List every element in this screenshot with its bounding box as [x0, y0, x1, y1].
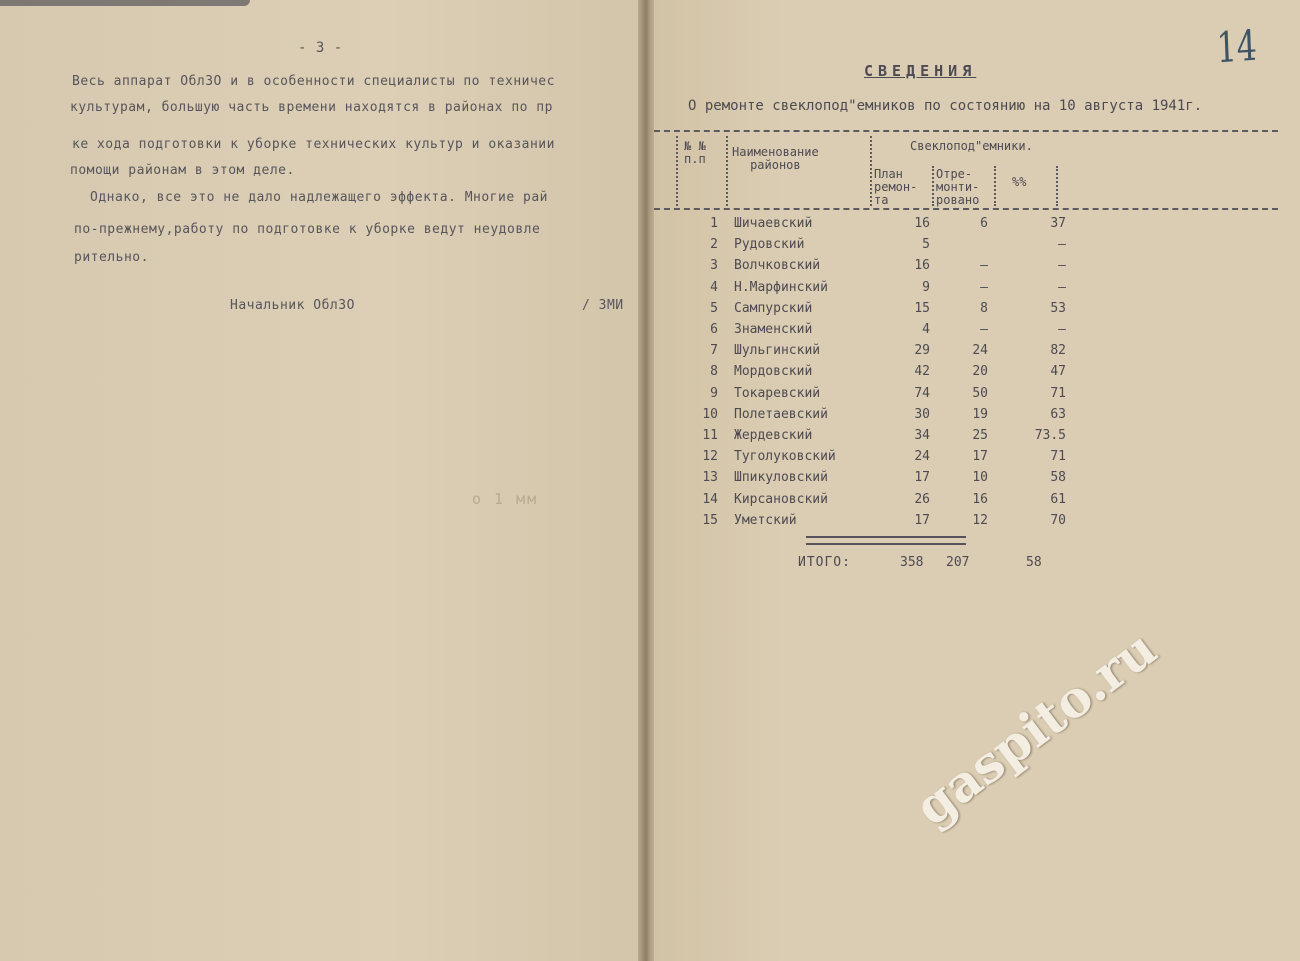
- row-plan: 74: [914, 385, 930, 401]
- row-district: Шульгинский: [734, 343, 821, 359]
- row-number: 8: [710, 364, 718, 380]
- column-separator: [676, 136, 678, 206]
- row-percent: 82: [1050, 343, 1066, 359]
- row-plan: 29: [914, 343, 930, 359]
- row-district: Н.Марфинский: [734, 279, 828, 295]
- row-repaired: –: [980, 279, 988, 295]
- row-plan: 9: [922, 279, 930, 295]
- row-district: Шичаевский: [734, 216, 813, 231]
- row-district: Уметский: [734, 512, 797, 528]
- row-percent: 63: [1050, 406, 1066, 422]
- total-plan: 358: [900, 555, 924, 570]
- row-plan: 17: [914, 512, 930, 528]
- total-percent: 58: [1026, 555, 1042, 570]
- text-line-4: помощи районам в этом деле.: [70, 163, 295, 178]
- row-district: Шпикуловский: [734, 470, 828, 486]
- row-repaired: 50: [972, 385, 988, 401]
- row-plan: 26: [914, 491, 930, 507]
- row-number: 9: [710, 385, 718, 401]
- row-number: 10: [702, 406, 718, 422]
- row-percent: 71: [1050, 449, 1066, 465]
- total-label: ИТОГО:: [798, 555, 851, 570]
- row-district: Жердевский: [734, 428, 813, 443]
- row-number: 6: [710, 322, 718, 337]
- row-plan: 5: [922, 237, 930, 253]
- row-number: 1: [710, 216, 718, 231]
- row-number: 12: [702, 449, 718, 465]
- row-plan: 15: [914, 300, 930, 316]
- row-number: 11: [702, 428, 718, 443]
- row-repaired: 19: [972, 406, 988, 422]
- row-repaired: 17: [972, 449, 988, 465]
- row-number: 4: [710, 279, 718, 295]
- row-percent: 71: [1050, 385, 1066, 401]
- row-repaired: 16: [972, 491, 988, 507]
- row-number: 5: [710, 300, 718, 316]
- header-beet-lifters: Свеклопод"емники.: [910, 139, 1033, 153]
- total-double-rule: [806, 536, 966, 545]
- text-line-7: рительно.: [74, 250, 149, 265]
- row-number: 7: [710, 343, 718, 359]
- row-percent: –: [1058, 279, 1066, 295]
- row-plan: 16: [914, 258, 930, 274]
- header-number: № № п.п: [684, 139, 706, 166]
- row-number: 3: [710, 258, 718, 274]
- row-district: Кирсановский: [734, 491, 828, 507]
- row-plan: 30: [914, 406, 930, 422]
- text-line-6: по-прежнему,работу по подготовке к уборке ведут неудовле: [74, 222, 541, 237]
- row-plan: 34: [914, 428, 930, 443]
- row-number: 13: [702, 470, 718, 486]
- row-district: Мордовский: [734, 364, 813, 380]
- table-header-rule: [654, 208, 1278, 210]
- text-line-2: культурам, большую часть времени находятся в районах по пр: [70, 100, 553, 115]
- row-plan: 16: [914, 216, 930, 231]
- total-repaired: 207: [946, 555, 970, 570]
- row-plan: 42: [914, 364, 930, 380]
- row-number: 14: [702, 491, 718, 507]
- handwritten-page-number: 14: [1215, 20, 1258, 73]
- row-district: Рудовский: [734, 237, 805, 253]
- row-percent: 73.5: [1034, 428, 1066, 443]
- column-separator: [726, 136, 728, 206]
- column-separator: [1056, 166, 1058, 206]
- row-repaired: 10: [972, 470, 988, 486]
- header-plan: План ремон- та: [874, 167, 918, 207]
- row-repaired: 12: [972, 512, 988, 528]
- row-repaired: 8: [980, 300, 988, 316]
- row-repaired: –: [980, 322, 988, 337]
- row-repaired: 20: [972, 364, 988, 380]
- text-line-3: ке хода подготовки к уборке технических культур и оказании: [72, 137, 555, 152]
- row-district: Полетаевский: [734, 406, 828, 422]
- row-plan: 17: [914, 470, 930, 486]
- signature-name: / ЗМИ: [582, 298, 624, 313]
- row-percent: 37: [1050, 216, 1066, 231]
- row-district: Знаменский: [734, 322, 813, 337]
- row-district: Туголуковский: [734, 449, 836, 465]
- row-percent: 47: [1050, 364, 1066, 380]
- row-percent: 58: [1050, 470, 1066, 486]
- row-district: Волчковский: [734, 258, 821, 274]
- document-title: СВЕДЕНИЯ: [864, 62, 977, 80]
- signature-title: Начальник ОблЗО: [230, 298, 355, 313]
- row-number: 2: [710, 237, 718, 253]
- row-percent: –: [1058, 258, 1066, 274]
- header-district-name: Наименование районов: [732, 145, 819, 172]
- column-separator: [932, 166, 934, 206]
- text-line-1: Весь аппарат ОблЗО и в особенности специалисты по техничес: [72, 74, 555, 89]
- row-repaired: –: [980, 258, 988, 274]
- watermark: gaspito.ru: [904, 618, 1168, 838]
- row-percent: 70: [1050, 512, 1066, 528]
- row-plan: 24: [914, 449, 930, 465]
- document-subtitle: О ремонте свеклопод"емников по состоянию на 10 августа 1941г.: [688, 98, 1203, 114]
- row-plan: 4: [922, 322, 930, 337]
- column-separator: [870, 136, 872, 206]
- row-percent: –: [1058, 237, 1066, 253]
- text-line-5: Однако, все это не дало надлежащего эффекта. Многие рай: [90, 190, 548, 205]
- page-number: - 3 -: [298, 40, 343, 56]
- header-repaired: Отре- монти- ровано: [936, 167, 980, 207]
- row-percent: 53: [1050, 300, 1066, 316]
- column-separator: [994, 166, 996, 206]
- row-repaired: 24: [972, 343, 988, 359]
- header-percent: %%: [1012, 175, 1027, 189]
- corner-smudge: [0, 0, 250, 6]
- row-number: 15: [702, 512, 718, 528]
- row-district: Сампурский: [734, 300, 813, 316]
- row-percent: 61: [1050, 491, 1066, 507]
- table-top-rule: [654, 130, 1278, 132]
- row-percent: –: [1058, 322, 1066, 337]
- faint-bleed-text: о 1 мм: [472, 490, 539, 508]
- row-repaired: 6: [980, 216, 988, 231]
- row-district: Токаревский: [734, 385, 821, 401]
- row-repaired: 25: [972, 428, 988, 443]
